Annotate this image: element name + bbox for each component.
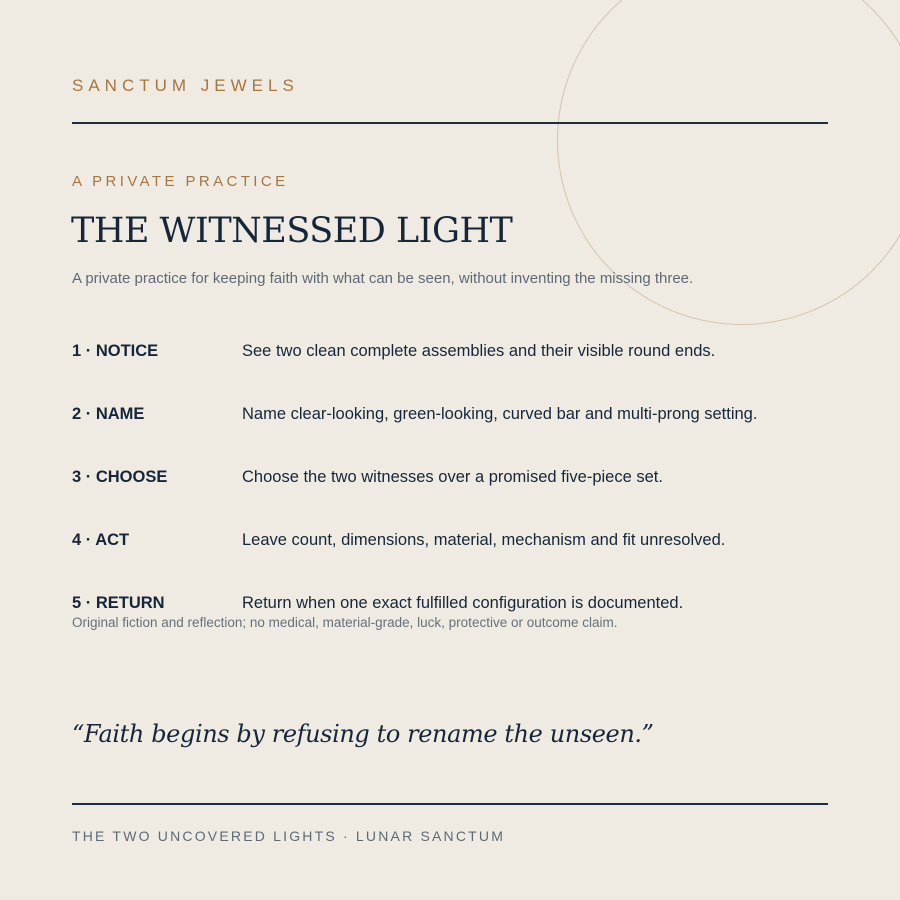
pull-quote: “Faith begins by refusing to rename the unseen.” <box>72 720 654 748</box>
step-choose <box>72 468 832 490</box>
step-text: Name clear-looking, green-looking, curved bar and multi-prong setting. <box>242 405 758 423</box>
step-label: 5 · RETURN <box>72 594 165 612</box>
page-subtitle: A private practice for keeping faith with what can be seen, without inventing the missing three. <box>72 270 694 287</box>
top-divider <box>72 122 828 124</box>
step-label: 4 · ACT <box>72 531 130 549</box>
step-label: 2 · NAME <box>72 405 145 423</box>
step-return <box>72 594 832 616</box>
page-title: THE WITNESSED LIGHT <box>71 211 513 251</box>
step-label: 3 · CHOOSE <box>72 468 168 486</box>
eyebrow-label: A PRIVATE PRACTICE <box>72 173 289 190</box>
step-act <box>72 531 832 553</box>
brand-name: SANCTUM JEWELS <box>72 76 299 95</box>
bottom-divider <box>72 803 828 805</box>
step-text: Return when one exact fulfilled configuration is documented. <box>242 594 684 612</box>
step-text: Leave count, dimensions, material, mechanism and fit unresolved. <box>242 531 726 549</box>
step-name <box>72 405 832 427</box>
step-label: 1 · NOTICE <box>72 342 159 360</box>
step-text: Choose the two witnesses over a promised five-piece set. <box>242 468 663 486</box>
disclaimer-note: Original fiction and reflection; no medical, material-grade, luck, protective or outcome claim. <box>72 615 618 630</box>
step-notice <box>72 342 832 364</box>
footer-text: THE TWO UNCOVERED LIGHTS · LUNAR SANCTUM <box>72 828 506 844</box>
step-text: See two clean complete assemblies and their visible round ends. <box>242 342 716 360</box>
